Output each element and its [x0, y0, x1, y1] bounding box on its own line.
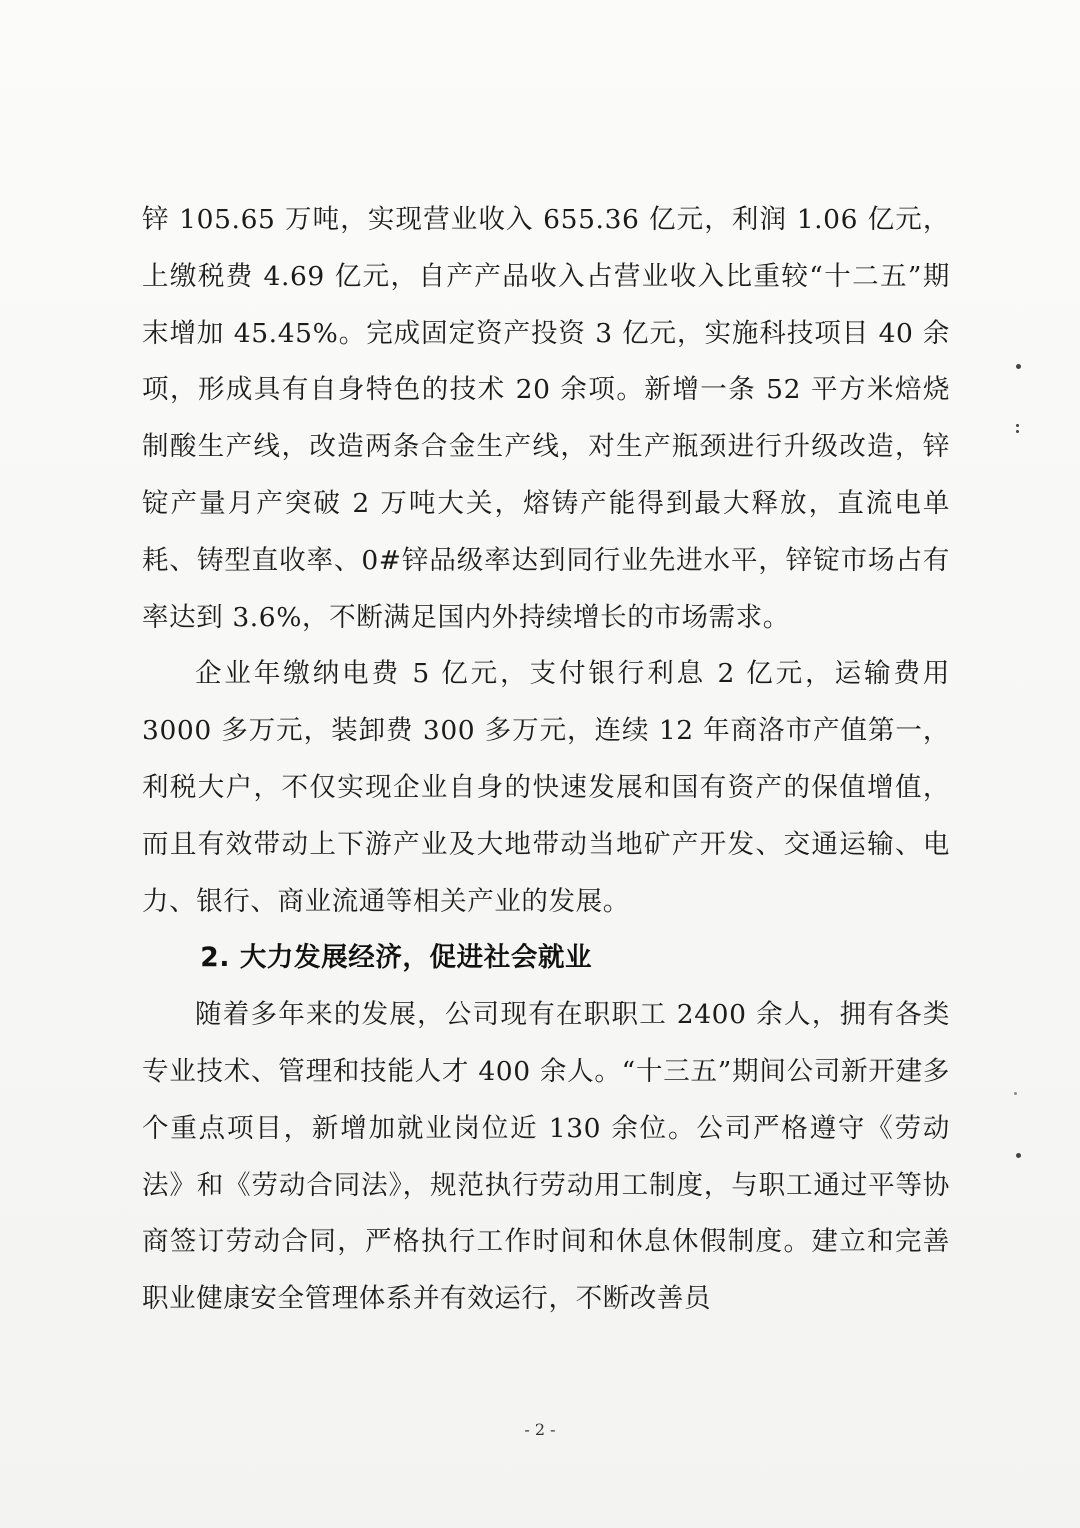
- scan-speck: [1016, 430, 1019, 433]
- scan-speck: [1016, 364, 1021, 369]
- section-heading: 2. 大力发展经济，促进社会就业: [200, 942, 593, 974]
- scan-speck: [1016, 424, 1019, 427]
- scan-speck: [1014, 1092, 1017, 1095]
- scan-speck: [1016, 1153, 1021, 1158]
- paragraph-economic-contribution: 企业年缴纳电费 5 亿元，支付银行利息 2 亿元，运输费用 3000 多万元，装卸费 300 多万元，连续 12 年商洛市产值第一，利税大户，不仅实现企业自身的快速发展和国有资产的保值增值，而且有效带动上下游产业及大地带动当地矿产开发、交通运输、电力、银行、商业流通等相关产业的发展。: [142, 658, 950, 917]
- document-body: [142, 192, 950, 1328]
- paragraph-production-results: 锌 105.65 万吨，实现营业收入 655.36 亿元，利润 1.06 亿元，上缴税费 4.69 亿元，自产产品收入占营业收入比重较“十二五”期末增加 45.45%。完成固定资产投资 3 亿元，实施科技项目 40 余项，形成具有自身特色的技术 20 余项。新增一条 52 平方米焙烧制酸生产线，改造两条合金生产线，对生产瓶颈进行升级改造，锌锭产量月产突破 2 万吨大关，熔铸产能得到最大释放，直流电单耗、铸型直收率、0#锌品级率达到同行业先进水平，锌锭市场占有率达到 3.6%，不断满足国内外持续增长的市场需求。: [142, 204, 950, 633]
- paragraph-employment: 随着多年来的发展，公司现有在职职工 2400 余人，拥有各类专业技术、管理和技能人才 400 余人。“十三五”期间公司新开建多个重点项目，新增加就业岗位近 130 余位。公司严格遵守《劳动法》和《劳动合同法》，规范执行劳动用工制度，与职工通过平等协商签订劳动合同，严格执行工作时间和休息休假制度。建立和完善职业健康安全管理体系并有效运行，不断改善员: [142, 999, 950, 1315]
- page-number: - 2 -: [524, 1420, 556, 1439]
